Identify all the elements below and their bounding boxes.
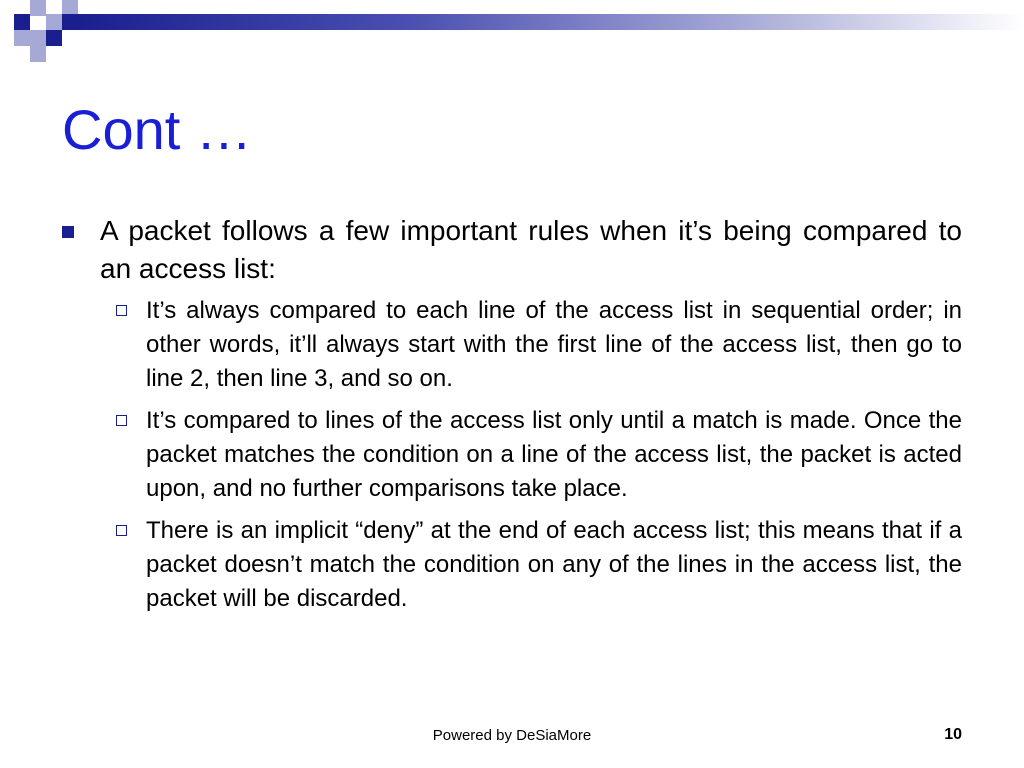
sub-bullet-list: [62, 294, 962, 616]
header-decoration: [0, 0, 1024, 70]
decor-square: [46, 30, 62, 46]
header-gradient-bar: [76, 14, 1024, 30]
sub-bullet-text: It’s always compared to each line of the access list in sequential order; in other words, it’ll always start with the first line of the access list, then go to line 2, then line 3, and so on.: [146, 297, 962, 392]
decor-square: [30, 30, 46, 46]
sub-bullet-text: There is an implicit “deny” at the end of each access list; this means that if a packet doesn’t match the condition on any of the lines in the access list, the packet will be discarded.: [146, 517, 962, 612]
decor-square: [14, 30, 30, 46]
square-bullet-icon: [62, 226, 74, 238]
decor-square: [14, 14, 30, 30]
slide-content: [62, 212, 962, 624]
footer-text: Powered by DeSiaMore: [432, 727, 592, 744]
decor-square: [62, 14, 78, 30]
hollow-square-bullet-icon: [116, 525, 127, 536]
hollow-square-bullet-icon: [116, 415, 127, 426]
slide-number: 10: [944, 726, 962, 743]
sub-bullet-item: [108, 514, 962, 616]
slide-title: Cont …: [62, 98, 252, 161]
decor-square: [30, 46, 46, 62]
decor-square: [30, 0, 46, 16]
bullet-text: A packet follows a few important rules when it’s being compared to an access list:: [100, 215, 962, 284]
sub-bullet-text: It’s compared to lines of the access list only until a match is made. Once the packet matches the condition on a line of the access list, the packet is acted upon, and no further comparisons take place.: [146, 407, 962, 502]
bullet-item: [62, 212, 962, 288]
hollow-square-bullet-icon: [116, 305, 127, 316]
sub-bullet-item: [108, 294, 962, 396]
sub-bullet-item: [108, 404, 962, 506]
decor-square: [46, 14, 62, 30]
